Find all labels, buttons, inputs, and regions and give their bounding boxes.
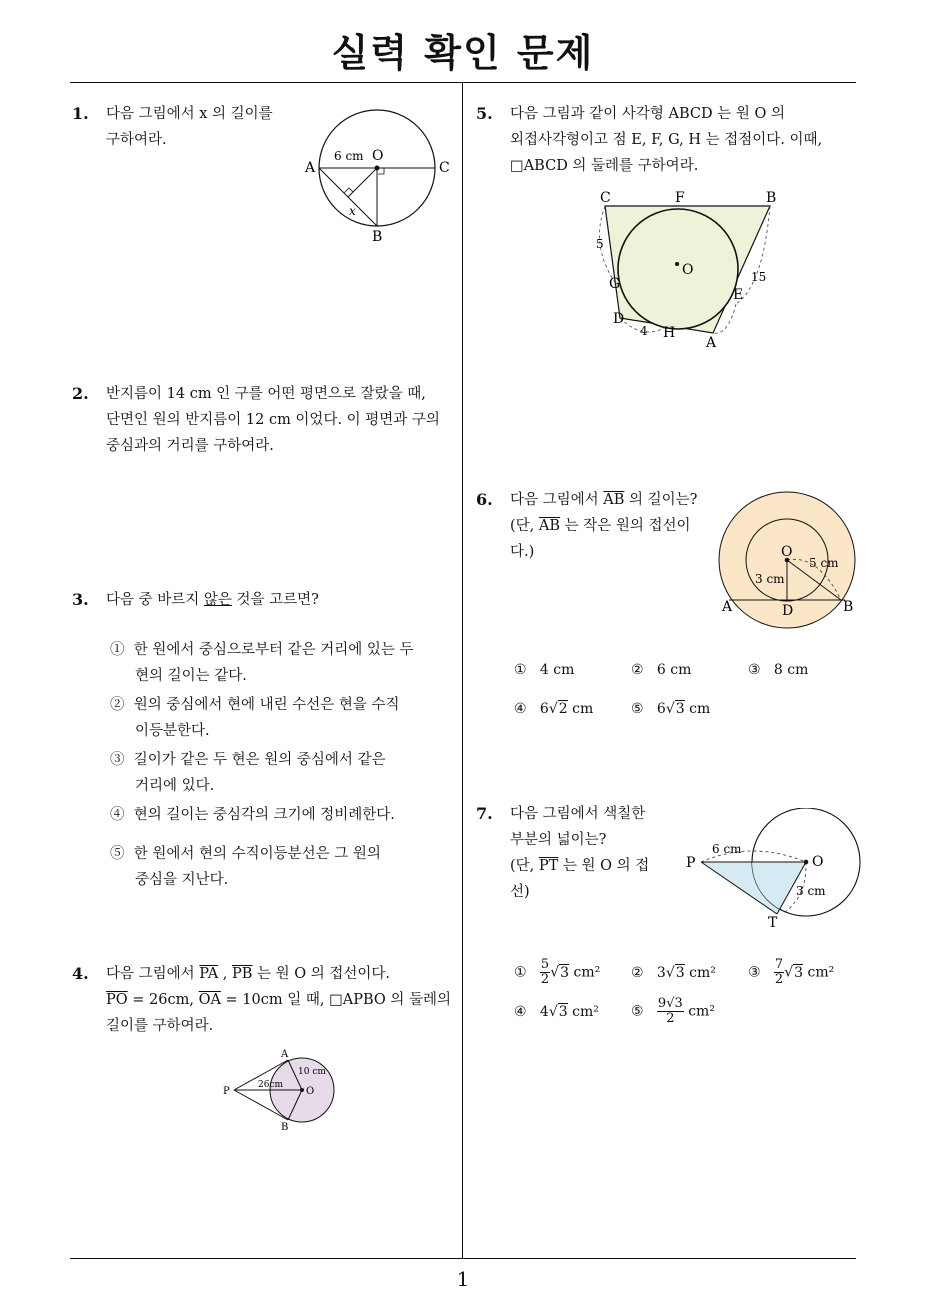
- q3-stem-b: 것을 고르면?: [231, 592, 319, 608]
- q6-l1b: 의 길이는?: [624, 492, 698, 508]
- q5-line3: □ABCD 의 둘레를 구하여라.: [510, 158, 699, 174]
- q7-l2: 부분의 넓이는?: [510, 832, 607, 848]
- option-text: 한 원에서 중심으로부터 같은 거리에 있는 두: [133, 642, 414, 658]
- q5-label-c: C: [600, 190, 611, 206]
- answer-unit: cm: [689, 701, 711, 717]
- q5-line2: 외접사각형이고 점 E, F, G, H 는 접점이다. 이때,: [510, 132, 823, 148]
- q1-label-6cm: 6 cm: [334, 149, 364, 163]
- q6-label-a: A: [722, 599, 733, 615]
- answer-mark: ②: [631, 965, 644, 981]
- q6-concentric-figure: [718, 490, 858, 630]
- option-mark: ⑤: [110, 846, 125, 862]
- q2-number: 2.: [72, 384, 89, 403]
- q6-answer-1[interactable]: [514, 662, 574, 678]
- q6-number: 6.: [476, 490, 493, 509]
- answer-coef: 6: [656, 701, 666, 717]
- option-mark: ④: [110, 807, 125, 823]
- answer-coef: 3: [656, 965, 666, 981]
- q7-answer-4[interactable]: ④ 4√3 cm²: [514, 1004, 599, 1020]
- q4-label-p: P: [223, 1086, 230, 1097]
- q7-l3a: (단,: [510, 858, 539, 874]
- top-rule: [70, 82, 856, 83]
- q6-seg-ab: $\overline{AB}$: [603, 492, 625, 508]
- q7-label-6cm: 6 cm: [712, 842, 742, 856]
- q4-seg-oa: $\overline{OA}$: [198, 992, 221, 1008]
- q4-label-o: O: [306, 1086, 315, 1097]
- q6-l1a: 다음 그림에서: [510, 492, 604, 508]
- q4-label-26cm: 26cm: [258, 1080, 284, 1090]
- q3-option-5[interactable]: [110, 841, 381, 893]
- answer-unit: cm²: [689, 965, 716, 981]
- q6-answer-3[interactable]: [748, 662, 808, 678]
- answer-radicand: 3: [560, 964, 570, 981]
- q4-seg-pa: $\overline{PA}$: [199, 966, 219, 982]
- option-text-cont: 거리에 있다.: [135, 778, 215, 794]
- q4-text: [106, 961, 451, 1039]
- q2-line2: 단면인 원의 반지름이 12 cm 이었다. 이 평면과 구의: [106, 412, 440, 428]
- answer-fraction: [657, 997, 684, 1026]
- q1-line1: 다음 그림에서 x 의 길이를: [106, 106, 273, 122]
- q4-sep: ,: [218, 966, 232, 982]
- fraction-numerator: 5: [540, 957, 550, 972]
- q3-option-4[interactable]: [110, 802, 395, 828]
- q4-label-b: B: [281, 1122, 289, 1132]
- q5-line1: 다음 그림과 같이 사각형 ABCD 는 원 O 의: [510, 106, 785, 122]
- q1-number: 1.: [72, 104, 89, 123]
- answer-radicand: 2: [558, 701, 568, 717]
- q6-label-d: D: [782, 603, 794, 619]
- option-mark: ②: [110, 697, 125, 713]
- q5-label-4: 4: [640, 324, 648, 338]
- q1-text: [106, 101, 273, 153]
- q5-label-a: A: [706, 335, 717, 351]
- q7-answer-3[interactable]: ③ $\frac{7}{2}$ √3 cm²: [748, 957, 835, 987]
- q4-l3: 길이를 구하여라.: [106, 1018, 214, 1034]
- q2-text: [106, 381, 440, 459]
- answer-unit: cm²: [807, 964, 835, 981]
- q7-number: 7.: [476, 804, 493, 823]
- q5-label-b: B: [766, 190, 777, 206]
- q5-label-e: E: [733, 287, 744, 303]
- q7-text: [510, 801, 649, 905]
- q1-circle-figure: [298, 100, 458, 248]
- fraction-denominator: 2: [774, 972, 784, 987]
- bottom-rule: [70, 1258, 856, 1259]
- q5-text: [510, 101, 822, 179]
- q4-l1a: 다음 그림에서: [106, 966, 200, 982]
- fraction-denominator: 2: [540, 972, 550, 987]
- q3-number: 3.: [72, 590, 89, 609]
- q5-label-h: H: [663, 325, 676, 341]
- q4-label-a: A: [281, 1049, 289, 1060]
- q6-label-b: B: [843, 599, 854, 615]
- q6-l2a: (단,: [510, 518, 539, 534]
- q3-stem: [106, 587, 319, 613]
- q6-answer-4[interactable]: ④ 6√2 cm: [514, 701, 594, 717]
- answer-value: 6 cm: [656, 662, 692, 678]
- q6-label-3cm: 3 cm: [755, 572, 785, 586]
- q3-stem-underlined: 않은: [203, 592, 232, 608]
- answer-fraction: [540, 958, 550, 987]
- q4-label-10cm: 10 cm: [298, 1067, 326, 1077]
- answer-unit: cm: [572, 701, 594, 717]
- option-text-cont: 현의 길이는 같다.: [135, 668, 247, 684]
- column-divider: [462, 82, 463, 1258]
- q4-number: 4.: [72, 964, 89, 983]
- q4-l1b: 는 원 O 의 접선이다.: [252, 966, 391, 982]
- q7-label-t: T: [768, 915, 778, 931]
- q3-stem-a: 다음 중 바르지: [106, 592, 204, 608]
- q4-seg-po: $\overline{PO}$: [106, 992, 128, 1008]
- answer-fraction: [774, 958, 784, 987]
- option-mark: ①: [110, 642, 125, 658]
- answer-value: 8 cm: [773, 662, 809, 678]
- answer-mark: ⑤: [631, 1003, 644, 1020]
- q6-label-o: O: [781, 544, 793, 560]
- answer-coef: 4: [539, 1004, 549, 1020]
- q7-label-p: P: [686, 855, 696, 871]
- q5-label-f: F: [675, 190, 685, 206]
- option-text: 길이가 같은 두 현은 원의 중심에서 같은: [133, 752, 386, 768]
- q7-answer-2[interactable]: ② 3√3 cm²: [631, 965, 716, 981]
- q7-label-o: O: [812, 854, 824, 870]
- q7-label-3cm: 3 cm: [796, 884, 826, 898]
- option-text: 원의 중심에서 현에 내린 수선은 현을 수직: [133, 697, 400, 713]
- answer-mark: ③: [748, 964, 761, 981]
- q6-l3: 다.): [510, 544, 535, 560]
- q5-label-d: D: [613, 311, 625, 327]
- answer-mark: ①: [514, 964, 527, 981]
- q4-tangent-figure: [220, 1046, 345, 1132]
- q5-label-5: 5: [596, 237, 604, 251]
- answer-coef: 6: [539, 701, 549, 717]
- q7-tangent-figure: [682, 808, 862, 934]
- q7-l4: 선): [510, 884, 530, 900]
- fraction-denominator: 2: [666, 1011, 675, 1026]
- option-text-cont: 중심을 지난다.: [135, 872, 229, 888]
- answer-unit: cm²: [573, 964, 601, 981]
- page-number: 1: [456, 1267, 470, 1291]
- q1-label-a: A: [305, 160, 316, 176]
- q5-number: 5.: [476, 104, 493, 123]
- q5-quadrilateral-figure: [588, 186, 788, 356]
- q7-answer-1[interactable]: ① $\frac{5}{2}$ √3 cm²: [514, 957, 601, 987]
- page-title: 실력 확인 문제: [331, 31, 595, 75]
- answer-radicand: 3: [558, 1004, 568, 1020]
- q6-answer-5[interactable]: ⑤ 6√3 cm: [631, 701, 711, 717]
- q3-option-1[interactable]: [110, 637, 414, 689]
- q1-label-x: x: [349, 204, 356, 218]
- q4-seg-pb: $\overline{PB}$: [232, 966, 253, 982]
- q7-l3b: 는 원 O 의 접: [558, 858, 650, 874]
- option-text-cont: 이등분한다.: [135, 723, 210, 739]
- answer-mark: ④: [514, 701, 527, 717]
- q7-answer-5[interactable]: [631, 997, 715, 1026]
- answer-mark: ③: [748, 662, 761, 678]
- answer-mark: ④: [514, 1004, 527, 1020]
- q6-answer-2[interactable]: [631, 662, 691, 678]
- q3-option-2[interactable]: [110, 692, 400, 744]
- q1-label-o: O: [372, 148, 384, 164]
- answer-unit: cm²: [688, 1003, 715, 1020]
- q6-label-5cm: 5 cm: [809, 556, 839, 570]
- answer-value: 4 cm: [539, 662, 575, 678]
- q1-label-b: B: [372, 229, 383, 245]
- fraction-numerator: 9√3: [657, 996, 683, 1011]
- q4-l2a: = 26cm,: [127, 992, 199, 1008]
- q1-label-c: C: [439, 160, 450, 176]
- answer-unit: cm²: [572, 1004, 599, 1020]
- q6-seg-ab-2: $\overline{AB}$: [538, 518, 561, 534]
- answer-mark: ②: [631, 662, 644, 678]
- option-text: 현의 길이는 중심각의 크기에 정비례한다.: [133, 807, 395, 823]
- q5-label-15: 15: [751, 270, 767, 284]
- q1-line2: 구하여라.: [106, 132, 167, 148]
- q6-text: [510, 487, 697, 565]
- answer-mark: ⑤: [631, 701, 644, 717]
- q2-line1: 반지름이 14 cm 인 구를 어떤 평면으로 잘랐을 때,: [106, 386, 426, 402]
- option-text: 한 원에서 현의 수직이등분선은 그 원의: [133, 846, 381, 862]
- q5-label-g: G: [609, 276, 621, 292]
- q7-seg-pt: $\overline{PT}$: [538, 858, 559, 874]
- answer-mark: ①: [514, 662, 527, 678]
- q5-label-o: O: [682, 262, 694, 278]
- answer-radicand: 3: [675, 965, 685, 981]
- q3-option-3[interactable]: [110, 747, 385, 799]
- q4-l2b: = 10cm 일 때, □APBO 의 둘레의: [220, 992, 452, 1008]
- answer-radicand: 3: [675, 701, 685, 717]
- fraction-numerator: 7: [774, 957, 784, 972]
- q2-line3: 중심과의 거리를 구하여라.: [106, 438, 274, 454]
- answer-radicand: 3: [794, 964, 804, 981]
- q6-l2b: 는 작은 원의 접선이: [560, 518, 691, 534]
- option-mark: ③: [110, 752, 125, 768]
- q7-l1: 다음 그림에서 색칠한: [510, 806, 646, 822]
